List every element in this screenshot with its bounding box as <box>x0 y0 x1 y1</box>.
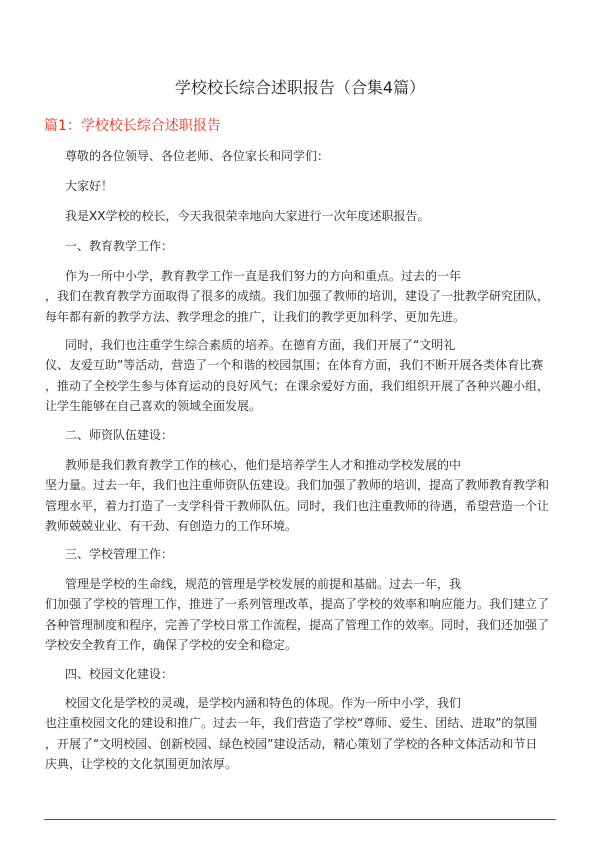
culture-paragraph <box>45 693 565 774</box>
paragraph-line: ，我们在教育教学方面取得了很多的成绩。我们加强了教师的培训，建设了一批教学研究团队， <box>45 289 550 304</box>
paragraph-line: ，推动了全校学生参与体育运动的良好风气；在课余爱好方面，我们组织开展了各种兴趣小组， <box>45 378 550 393</box>
subheading-line: 四、校园文化建设： <box>65 667 174 681</box>
paragraph-line: ，开展了“文明校园、创新校园、绿色校园”建设活动，精心策划了学校的各种文体活动和节日 <box>45 736 538 751</box>
document-title: 学校校长综合述职报告（合集4篇） <box>174 78 426 97</box>
paragraph-line: 我是XX学校的校长，今天我很荣幸地向大家进行一次年度述职报告。 <box>65 209 430 223</box>
subheading-line: 二、师资队伍建设： <box>65 428 174 442</box>
paragraph-line: 庆典，让学校的文化氛围更加浓厚。 <box>45 756 238 771</box>
paragraph-line: 坚力量。过去一年，我们也注重师资队伍建设。我们加强了教师的培训，提高了教师教育教学和 <box>45 478 550 493</box>
subheading-line: 三、学校管理工作： <box>65 547 174 561</box>
paragraph-line: 学校安全教育工作，确保了学校的安全和稳定。 <box>45 637 298 652</box>
teaching-paragraph <box>45 266 565 327</box>
paragraph-line: 大家好！ <box>65 179 114 193</box>
paragraph-line: 同时，我们也注重学生综合素质的培养。在德育方面，我们开展了“文明礼 <box>65 338 456 352</box>
paragraph-line: 教师是我们教育教学工作的核心，他们是培养学生人才和推动学校发展的中 <box>65 458 462 472</box>
management-paragraph <box>45 574 565 655</box>
paragraph-line: 让学生能够在自己喜欢的领域全面发展。 <box>45 398 262 413</box>
intro-paragraph <box>45 206 565 226</box>
paragraph-line: 每年都有新的教学方法、教学理念的推广，让我们的教学更加科学、更加先进。 <box>45 309 466 324</box>
greeting-paragraph <box>45 146 565 166</box>
paragraph-line: 管理水平，着力打造了一支学科骨干教师队伍。同时，我们也注重教师的待遇，希望营造一个让 <box>45 498 550 513</box>
heading-management <box>45 544 565 564</box>
paragraph-line: 也注重校园文化的建设和推广。过去一年，我们营造了学校“尊师、爱生、团结、进取”的氛围 <box>45 716 538 731</box>
bottom-divider <box>44 819 556 820</box>
paragraph-line: 校园文化是学校的灵魂，是学校内涵和特色的体现。作为一所中小学，我们 <box>65 696 462 710</box>
section-title: 篇1：学校校长综合述职报告 <box>44 118 221 134</box>
paragraph-line: 仪、友爱互助”等活动，营造了一个和谐的校园氛围；在体育方面，我们不断开展各类体育比赛 <box>45 358 544 373</box>
paragraph-line: 们加强了学校的管理工作，推进了一系列管理改革，提高了学校的效率和响应能力。我们建立了 <box>45 597 550 612</box>
faculty-paragraph <box>45 455 565 536</box>
hello-paragraph <box>45 176 565 196</box>
paragraph-line: 教师兢兢业业、有干劲、有创造力的工作环境。 <box>45 518 298 533</box>
subheading-line: 一、教育教学工作： <box>65 239 174 253</box>
paragraph-line: 尊敬的各位领导、各位老师、各位家长和同学们： <box>65 149 330 163</box>
heading-teaching <box>45 236 565 256</box>
heading-faculty <box>45 425 565 445</box>
paragraph-line: 管理是学校的生命线，规范的管理是学校发展的前提和基础。过去一年，我 <box>65 577 462 591</box>
paragraph-line: 作为一所中小学，教育教学工作一直是我们努力的方向和重点。过去的一年 <box>65 269 462 283</box>
paragraph-line: 各种管理制度和程序，完善了学校日常工作流程，提高了管理工作的效率。同时，我们还加强了 <box>45 617 550 632</box>
quality-paragraph <box>45 335 565 416</box>
heading-culture <box>45 664 565 684</box>
